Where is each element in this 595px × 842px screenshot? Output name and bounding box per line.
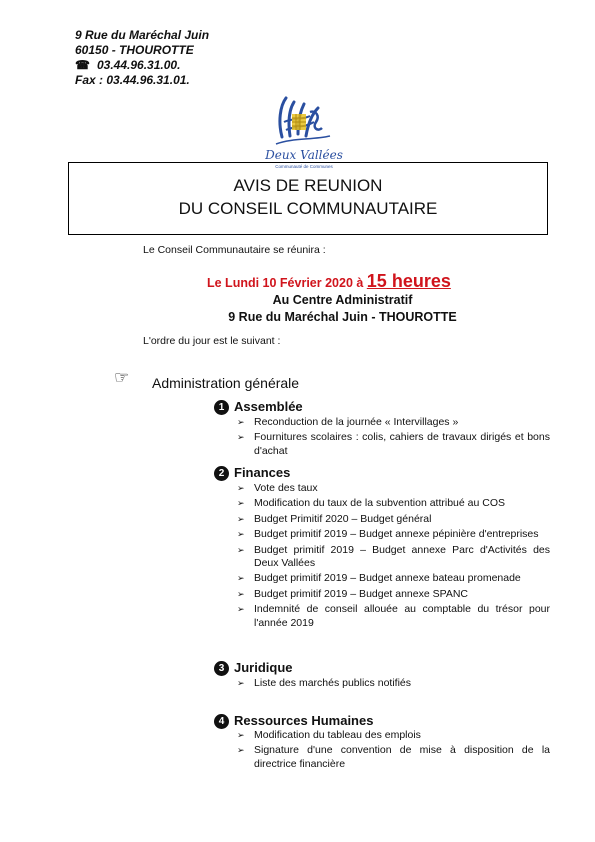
number-badge: 3	[214, 661, 229, 676]
arrow-bullet-icon: ➢	[237, 588, 245, 599]
arrow-bullet-icon: ➢	[237, 544, 245, 555]
list-item: ➢ Indemnité de conseil allouée au comptable du trésor pour l'année 2019	[237, 603, 550, 629]
arrow-bullet-icon: ➢	[237, 529, 245, 540]
arrow-bullet-icon: ➢	[237, 745, 245, 756]
meeting-address: 9 Rue du Maréchal Juin - THOUROTTE	[228, 310, 457, 324]
juridique-list	[237, 677, 550, 692]
ressources-humaines-list	[237, 729, 550, 773]
list-item: ➢ Budget primitif 2019 – Budget annexe Parc d'Activités des Deux Vallées	[237, 543, 550, 570]
list-item: ➢ Budget Primitif 2020 – Budget général	[237, 512, 432, 525]
list-item: ➢ Fournitures scolaires : colis, cahiers de travaux dirigés et bons d'achat	[237, 431, 550, 457]
list-item: ➢ Vote des taux	[237, 482, 318, 494]
meeting-time: 15 heures	[366, 271, 451, 291]
number-badge: 4	[214, 714, 229, 729]
list-item: ➢ Budget primitif 2019 – Budget annexe bateau promenade	[237, 572, 521, 585]
subsection-juridique	[214, 660, 293, 676]
subsection-title: Ressources Humaines	[234, 713, 374, 728]
meeting-date	[207, 271, 451, 292]
subsection-assemblee	[214, 399, 303, 415]
address-street: 9 Rue du Maréchal Juin	[75, 28, 210, 42]
list-item: ➢ Signature d'une convention de mise à disposition de la directrice financière	[237, 744, 550, 770]
phone-line	[75, 58, 209, 73]
logo-subtitle: Communauté de Communes	[275, 164, 333, 169]
deux-vallees-logo	[262, 92, 352, 172]
assemblee-list	[237, 416, 550, 460]
sender-address	[75, 28, 209, 88]
title-line1: AVIS DE REUNION	[233, 176, 383, 195]
list-item: ➢ Budget primitif 2019 – Budget annexe pépinière d'entreprises	[237, 528, 539, 541]
subsection-ressources-humaines	[214, 713, 373, 729]
arrow-bullet-icon: ➢	[237, 417, 245, 427]
arrow-bullet-icon: ➢	[237, 604, 245, 615]
list-item: ➢ Modification du taux de la subvention attribué au COS	[237, 497, 505, 510]
address-city: 60150 - THOUROTTE	[75, 43, 194, 57]
arrow-bullet-icon: ➢	[237, 678, 245, 688]
logo-name: Deux Vallées	[265, 148, 343, 162]
pointing-hand-icon: ☞	[114, 368, 130, 387]
finances-list	[237, 482, 550, 632]
arrow-bullet-icon: ➢	[237, 432, 245, 443]
arrow-bullet-icon: ➢	[237, 573, 245, 584]
list-item: ➢ Modification du tableau des emplois	[237, 729, 421, 741]
intro-text: Le Conseil Communautaire se réunira :	[143, 244, 326, 256]
arrow-bullet-icon: ➢	[237, 483, 245, 493]
list-item: ➢ Liste des marchés publics notifiés	[237, 677, 411, 689]
agenda-intro: L'ordre du jour est le suivant :	[143, 335, 281, 347]
meeting-place: Au Centre Administratif	[272, 293, 413, 307]
telephone-icon: ☎	[75, 58, 90, 72]
arrow-bullet-icon: ➢	[237, 498, 245, 509]
arrow-bullet-icon: ➢	[237, 513, 245, 524]
list-item: ➢ Reconduction de la journée « Intervillages »	[237, 416, 459, 428]
title-line2: DU CONSEIL COMMUNAUTAIRE	[178, 199, 438, 218]
list-item: ➢ Budget primitif 2019 – Budget annexe SPANC	[237, 587, 469, 600]
subsection-finances	[214, 465, 290, 481]
phone-number: 03.44.96.31.00.	[97, 58, 181, 72]
arrow-bullet-icon: ➢	[237, 730, 245, 740]
title-box	[68, 162, 548, 235]
logo-graphic	[262, 92, 352, 172]
number-badge: 2	[214, 466, 229, 481]
fax-number: Fax : 03.44.96.31.01.	[75, 73, 190, 87]
meeting-date-text: Le Lundi 10 Février 2020 à	[207, 276, 367, 290]
section-title: Administration générale	[152, 375, 300, 391]
subsection-title: Juridique	[234, 660, 293, 675]
subsection-title: Assemblée	[234, 399, 303, 414]
subsection-title: Finances	[234, 465, 291, 480]
number-badge: 1	[214, 400, 229, 415]
